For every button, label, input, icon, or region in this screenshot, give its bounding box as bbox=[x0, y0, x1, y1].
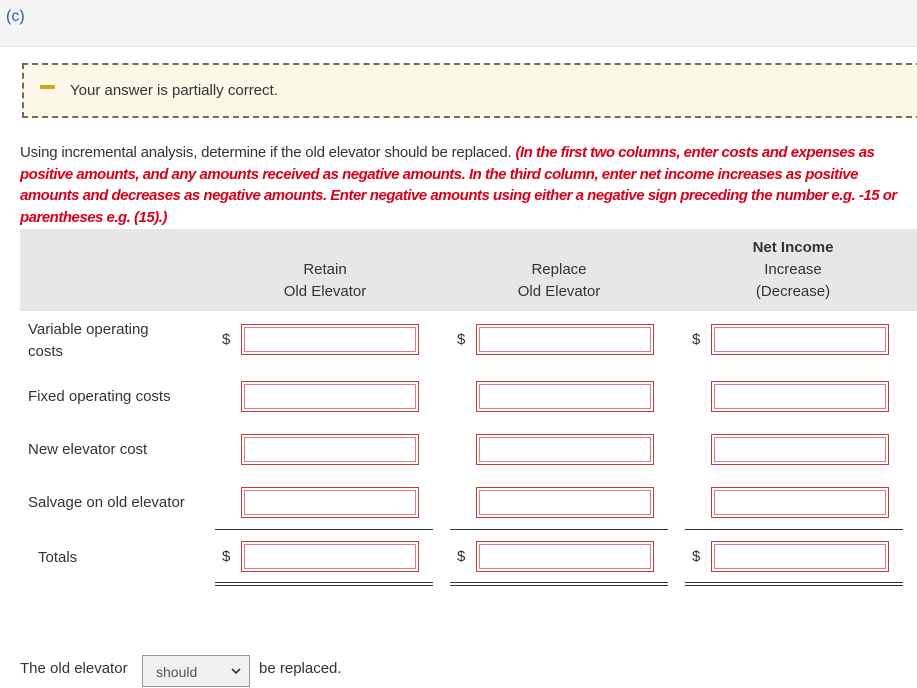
row-label-new-elevator: New elevator cost bbox=[28, 441, 148, 458]
row-label-salvage: Salvage on old elevator bbox=[28, 494, 185, 511]
chevron-down-icon bbox=[230, 664, 242, 678]
dollar-sign: $ bbox=[222, 548, 231, 565]
header-replace-line1: Replace bbox=[531, 261, 587, 278]
input-totals-net[interactable] bbox=[711, 541, 889, 572]
header-replace-line2: Old Elevator bbox=[517, 283, 601, 300]
header-net-income bbox=[693, 237, 893, 303]
conclusion-suffix: be replaced. bbox=[259, 660, 342, 677]
header-retain bbox=[225, 259, 425, 303]
conclusion-prefix: The old elevator bbox=[20, 660, 128, 677]
header-replace bbox=[459, 259, 659, 303]
total-double-rule bbox=[215, 582, 433, 583]
input-fixed-replace[interactable] bbox=[476, 381, 654, 412]
row-label-variable-line2: costs bbox=[28, 343, 64, 360]
input-new-elevator-replace[interactable] bbox=[476, 434, 654, 465]
part-label: (c) bbox=[6, 8, 25, 25]
row-label-totals: Totals bbox=[38, 549, 78, 566]
row-label-fixed: Fixed operating costs bbox=[28, 388, 171, 405]
total-double-rule bbox=[215, 585, 433, 586]
subtotal-rule bbox=[685, 529, 903, 530]
total-double-rule bbox=[685, 582, 903, 583]
input-variable-retain[interactable] bbox=[241, 324, 419, 355]
replace-decision-select[interactable] bbox=[142, 655, 250, 687]
dollar-sign: $ bbox=[692, 548, 701, 565]
input-variable-replace[interactable] bbox=[476, 324, 654, 355]
header-net-line2: Increase bbox=[764, 261, 822, 278]
subtotal-rule bbox=[215, 529, 433, 530]
row-label-variable bbox=[28, 319, 149, 363]
input-salvage-replace[interactable] bbox=[476, 487, 654, 518]
header-retain-line2: Old Elevator bbox=[283, 283, 367, 300]
question-part-header bbox=[0, 0, 917, 47]
subtotal-rule bbox=[450, 529, 668, 530]
select-value: should bbox=[156, 664, 198, 680]
input-fixed-retain[interactable] bbox=[241, 381, 419, 412]
input-new-elevator-retain[interactable] bbox=[241, 434, 419, 465]
row-label-variable-line1: Variable operating bbox=[28, 321, 149, 338]
instructions bbox=[20, 142, 915, 228]
instructions-text: Using incremental analysis, determine if the old elevator should be replaced. bbox=[20, 144, 512, 161]
input-new-elevator-net[interactable] bbox=[711, 434, 889, 465]
header-net-line3: (Decrease) bbox=[755, 283, 831, 300]
dollar-sign: $ bbox=[692, 331, 701, 348]
header-retain-line1: Retain bbox=[303, 261, 347, 278]
feedback-message: Your answer is partially correct. bbox=[70, 82, 278, 99]
total-double-rule bbox=[450, 582, 668, 583]
dollar-sign: $ bbox=[457, 548, 466, 565]
input-salvage-retain[interactable] bbox=[241, 487, 419, 518]
instructions-emphasis: (In the first two columns, enter costs and expenses as positive amounts, and any amounts received as negative amounts. In the third column, enter net income increases as positive amounts and decreases as negative amounts. Enter negative amounts using either a negative sign preceding the number e.g. -15 or parentheses e.g. (15).) bbox=[20, 144, 897, 226]
input-totals-replace[interactable] bbox=[476, 541, 654, 572]
input-variable-net[interactable] bbox=[711, 324, 889, 355]
input-fixed-net[interactable] bbox=[711, 381, 889, 412]
header-net-line1: Net Income bbox=[752, 239, 834, 256]
dollar-sign: $ bbox=[457, 331, 466, 348]
input-salvage-net[interactable] bbox=[711, 487, 889, 518]
feedback-banner bbox=[22, 63, 917, 118]
dollar-sign: $ bbox=[222, 331, 231, 348]
minus-icon bbox=[40, 85, 55, 89]
total-double-rule bbox=[450, 585, 668, 586]
total-double-rule bbox=[685, 585, 903, 586]
input-totals-retain[interactable] bbox=[241, 541, 419, 572]
